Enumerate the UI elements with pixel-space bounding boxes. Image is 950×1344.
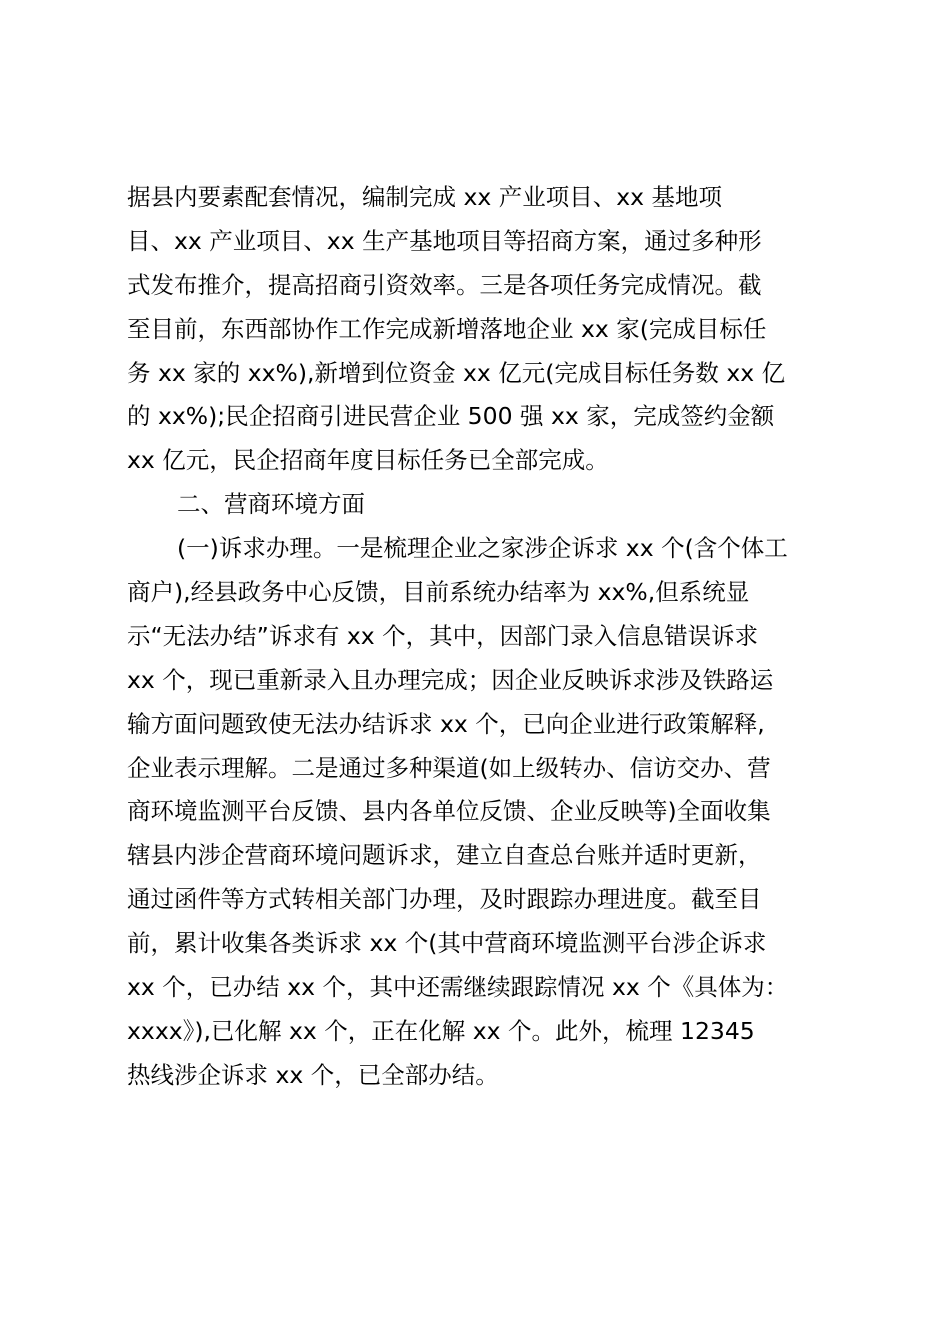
text-line: 商环境监测平台反馈、县内各单位反馈、企业反映等)全面收集 (127, 797, 771, 826)
text-line: xxxx》),已化解 xx 个，正在化解 xx 个。此外，梳理 12345 (127, 1016, 755, 1045)
text-line: 输方面问题致使无法办结诉求 xx 个，已向企业进行政策解释, (127, 709, 765, 738)
text-line: 辖县内涉企营商环境问题诉求，建立自查总台账并适时更新， (127, 841, 762, 870)
text-line: 式发布推介，提高招商引资效率。三是各项任务完成情况。截 (127, 270, 762, 299)
text-line: xx 个，已办结 xx 个，其中还需继续跟踪情况 xx 个《具体为： (127, 973, 789, 1002)
text-line: 的 xx%);民企招商引进民营企业 500 强 xx 家，完成签约金额 (127, 402, 775, 431)
section-heading: 二、营商环境方面 (177, 490, 365, 519)
text-line: (一)诉求办理。一是梳理企业之家涉企诉求 xx 个(含个体工 (177, 534, 788, 563)
text-line: 至目前，东西部协作工作完成新增落地企业 xx 家(完成目标任 (127, 314, 767, 343)
text-line: 前，累计收集各类诉求 xx 个(其中营商环境监测平台涉企诉求 (127, 929, 767, 958)
text-line: 务 xx 家的 xx%),新增到位资金 xx 亿元(完成目标任务数 xx 亿 (127, 358, 786, 387)
text-line: 据县内要素配套情况，编制完成 xx 产业项目、xx 基地项 (127, 183, 723, 211)
text-line: 示“无法办结”诉求有 xx 个，其中，因部门录入信息错误诉求 (127, 621, 759, 650)
text-line: 通过函件等方式转相关部门办理，及时跟踪办理进度。截至目 (127, 885, 762, 914)
text-line: 企业表示理解。二是通过多种渠道(如上级转办、信访交办、营 (127, 753, 771, 782)
text-line: 热线涉企诉求 xx 个，已全部办结。 (127, 1060, 499, 1089)
text-line: xx 个，现已重新录入且办理完成；因企业反映诉求涉及铁路运 (127, 665, 774, 694)
text-line: 商户),经县政务中心反馈，目前系统办结率为 xx%,但系统显 (127, 578, 750, 607)
text-line: xx 亿元，民企招商年度目标任务已全部完成。 (127, 446, 609, 475)
text-line: 目、xx 产业项目、xx 生产基地项目等招商方案，通过多种形 (127, 226, 762, 255)
body-text (127, 176, 847, 1098)
